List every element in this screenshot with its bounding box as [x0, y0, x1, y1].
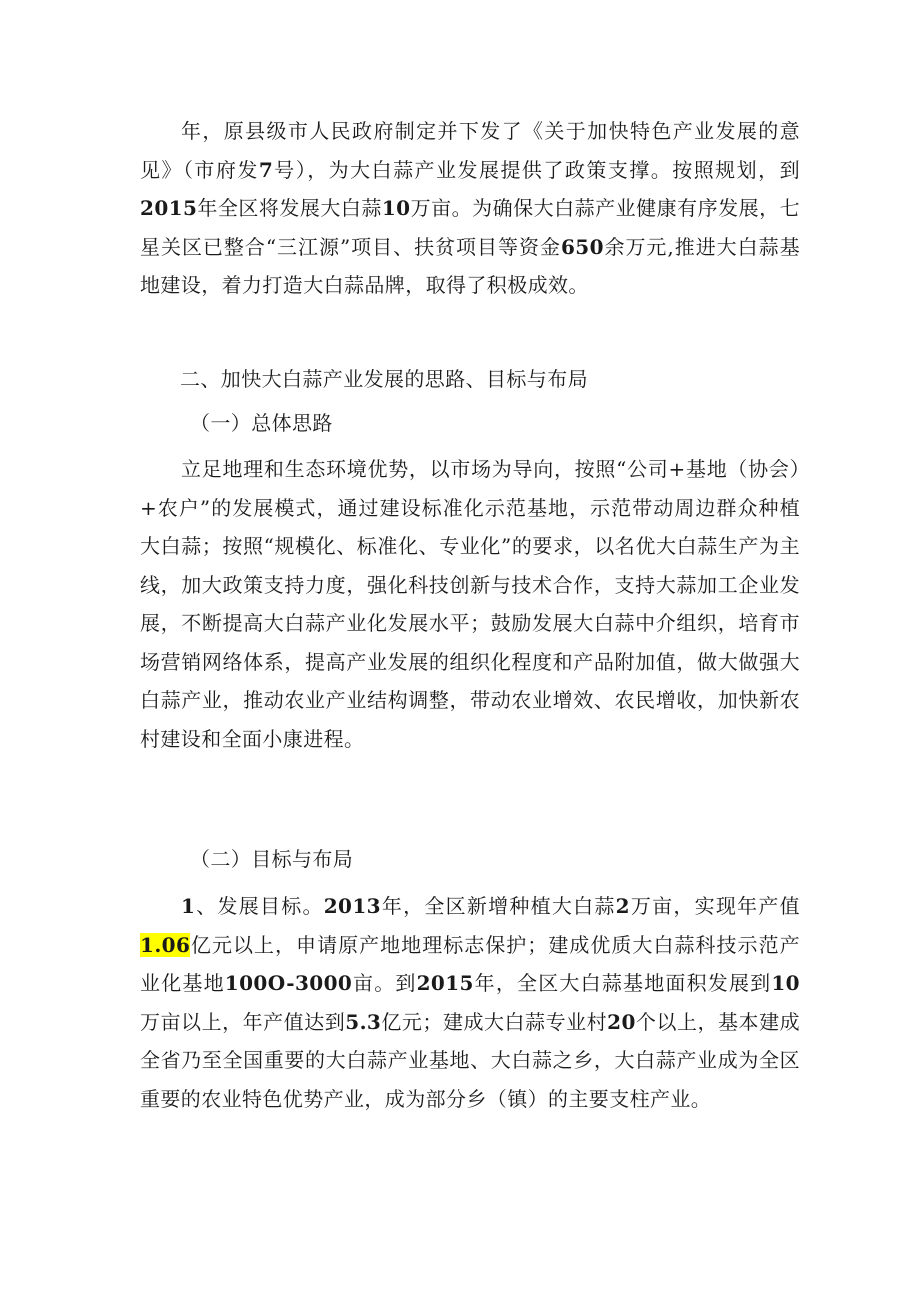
number-segment: 650 [560, 234, 604, 259]
text-segment: 万亩。为确保大白蒜产业健康有序发展，七星关区已整合“三江源”项目、扶贫项目等资金 [140, 196, 800, 259]
number-segment: 10 [381, 196, 411, 220]
number-segment: 2015 [416, 971, 474, 995]
text-segment: 亿元；建成大白蒜专业村 [381, 1009, 608, 1034]
number-segment: 2 [615, 894, 630, 918]
text-segment: 亿元以上，申请原产地地理标志保护；建成优质大白蒜科技示范产业化基地 [140, 932, 800, 995]
number-segment: 1 [181, 894, 196, 918]
section-heading-2: 二、加快大白蒜产业发展的思路、目标与布局 [180, 367, 588, 391]
text-segment: 年，全区新增种植大白蒜 [380, 894, 616, 918]
text-segment: 余万元,推进大白蒜基地建设，着力打造大白蒜品牌，取得了积极成效。 [140, 234, 800, 297]
paragraph-overall-approach: 立足地理和生态环境优势，以市场为导向，按照“公司+基地（协会）+农户”的发展模式，通过建设标准化示范基地，示范带动周边群众种植大白蒜；按照“规模化、标准化、专业化”的要求，以名优大白蒜生产为主线，加大政策支持力度，强化科技创新与技术合作，支持大蒜加工企业发展，不断提高大白蒜产业化发展水平；鼓励发展大白蒜中介组织，培育市场营销网络体系，提高产业发展的组织化程度和产品附加值，做大做强大白蒜产业，推动农业产业结构调整，带动农业增效、农民增收，加快新农村建设和全面小康进程。 [140, 457, 800, 751]
paragraph-development-goals [140, 887, 800, 1118]
number-segment: 5.3 [345, 1009, 382, 1034]
number-segment: 2013 [323, 894, 381, 918]
subsection-heading-overall-approach: （一）总体思路 [190, 411, 333, 435]
highlighted-value: 1.06 [140, 932, 191, 957]
text-segment: 亩。到 [352, 971, 417, 995]
text-segment: 号），为大白蒜产业发展提供了政策支撑。按照规划，到 [273, 157, 800, 182]
number-segment: 100O-3000 [224, 971, 353, 995]
number-segment: 2015 [140, 196, 198, 220]
text-segment: 年，原县级市人民政府制定并下发了《关于加快特色产业发展的意见》（市府发 [140, 119, 800, 182]
number-segment: 10 [771, 971, 800, 995]
subsection-heading-goals-layout: （二）目标与布局 [190, 847, 354, 871]
text-segment: 个以上，基本建成全省乃至全国重要的大白蒜产业基地、大白蒜之乡，大白蒜产业成为全区重要的农业特色优势产业，成为部分乡（镇）的主要支柱产业。 [140, 1009, 800, 1111]
text-segment: 年，全区大白蒜基地面积发展到 [473, 971, 772, 995]
number-segment: 20 [607, 1009, 636, 1034]
number-segment: 7 [258, 157, 274, 182]
text-segment: 万亩，实现年产值 [629, 894, 801, 918]
text-segment: 万亩以上，年产值达到 [140, 1009, 346, 1034]
text-segment: 、发展目标。 [195, 894, 324, 918]
text-segment: 年全区将发展大白蒜 [197, 196, 382, 220]
paragraph-policy-background [140, 112, 800, 305]
